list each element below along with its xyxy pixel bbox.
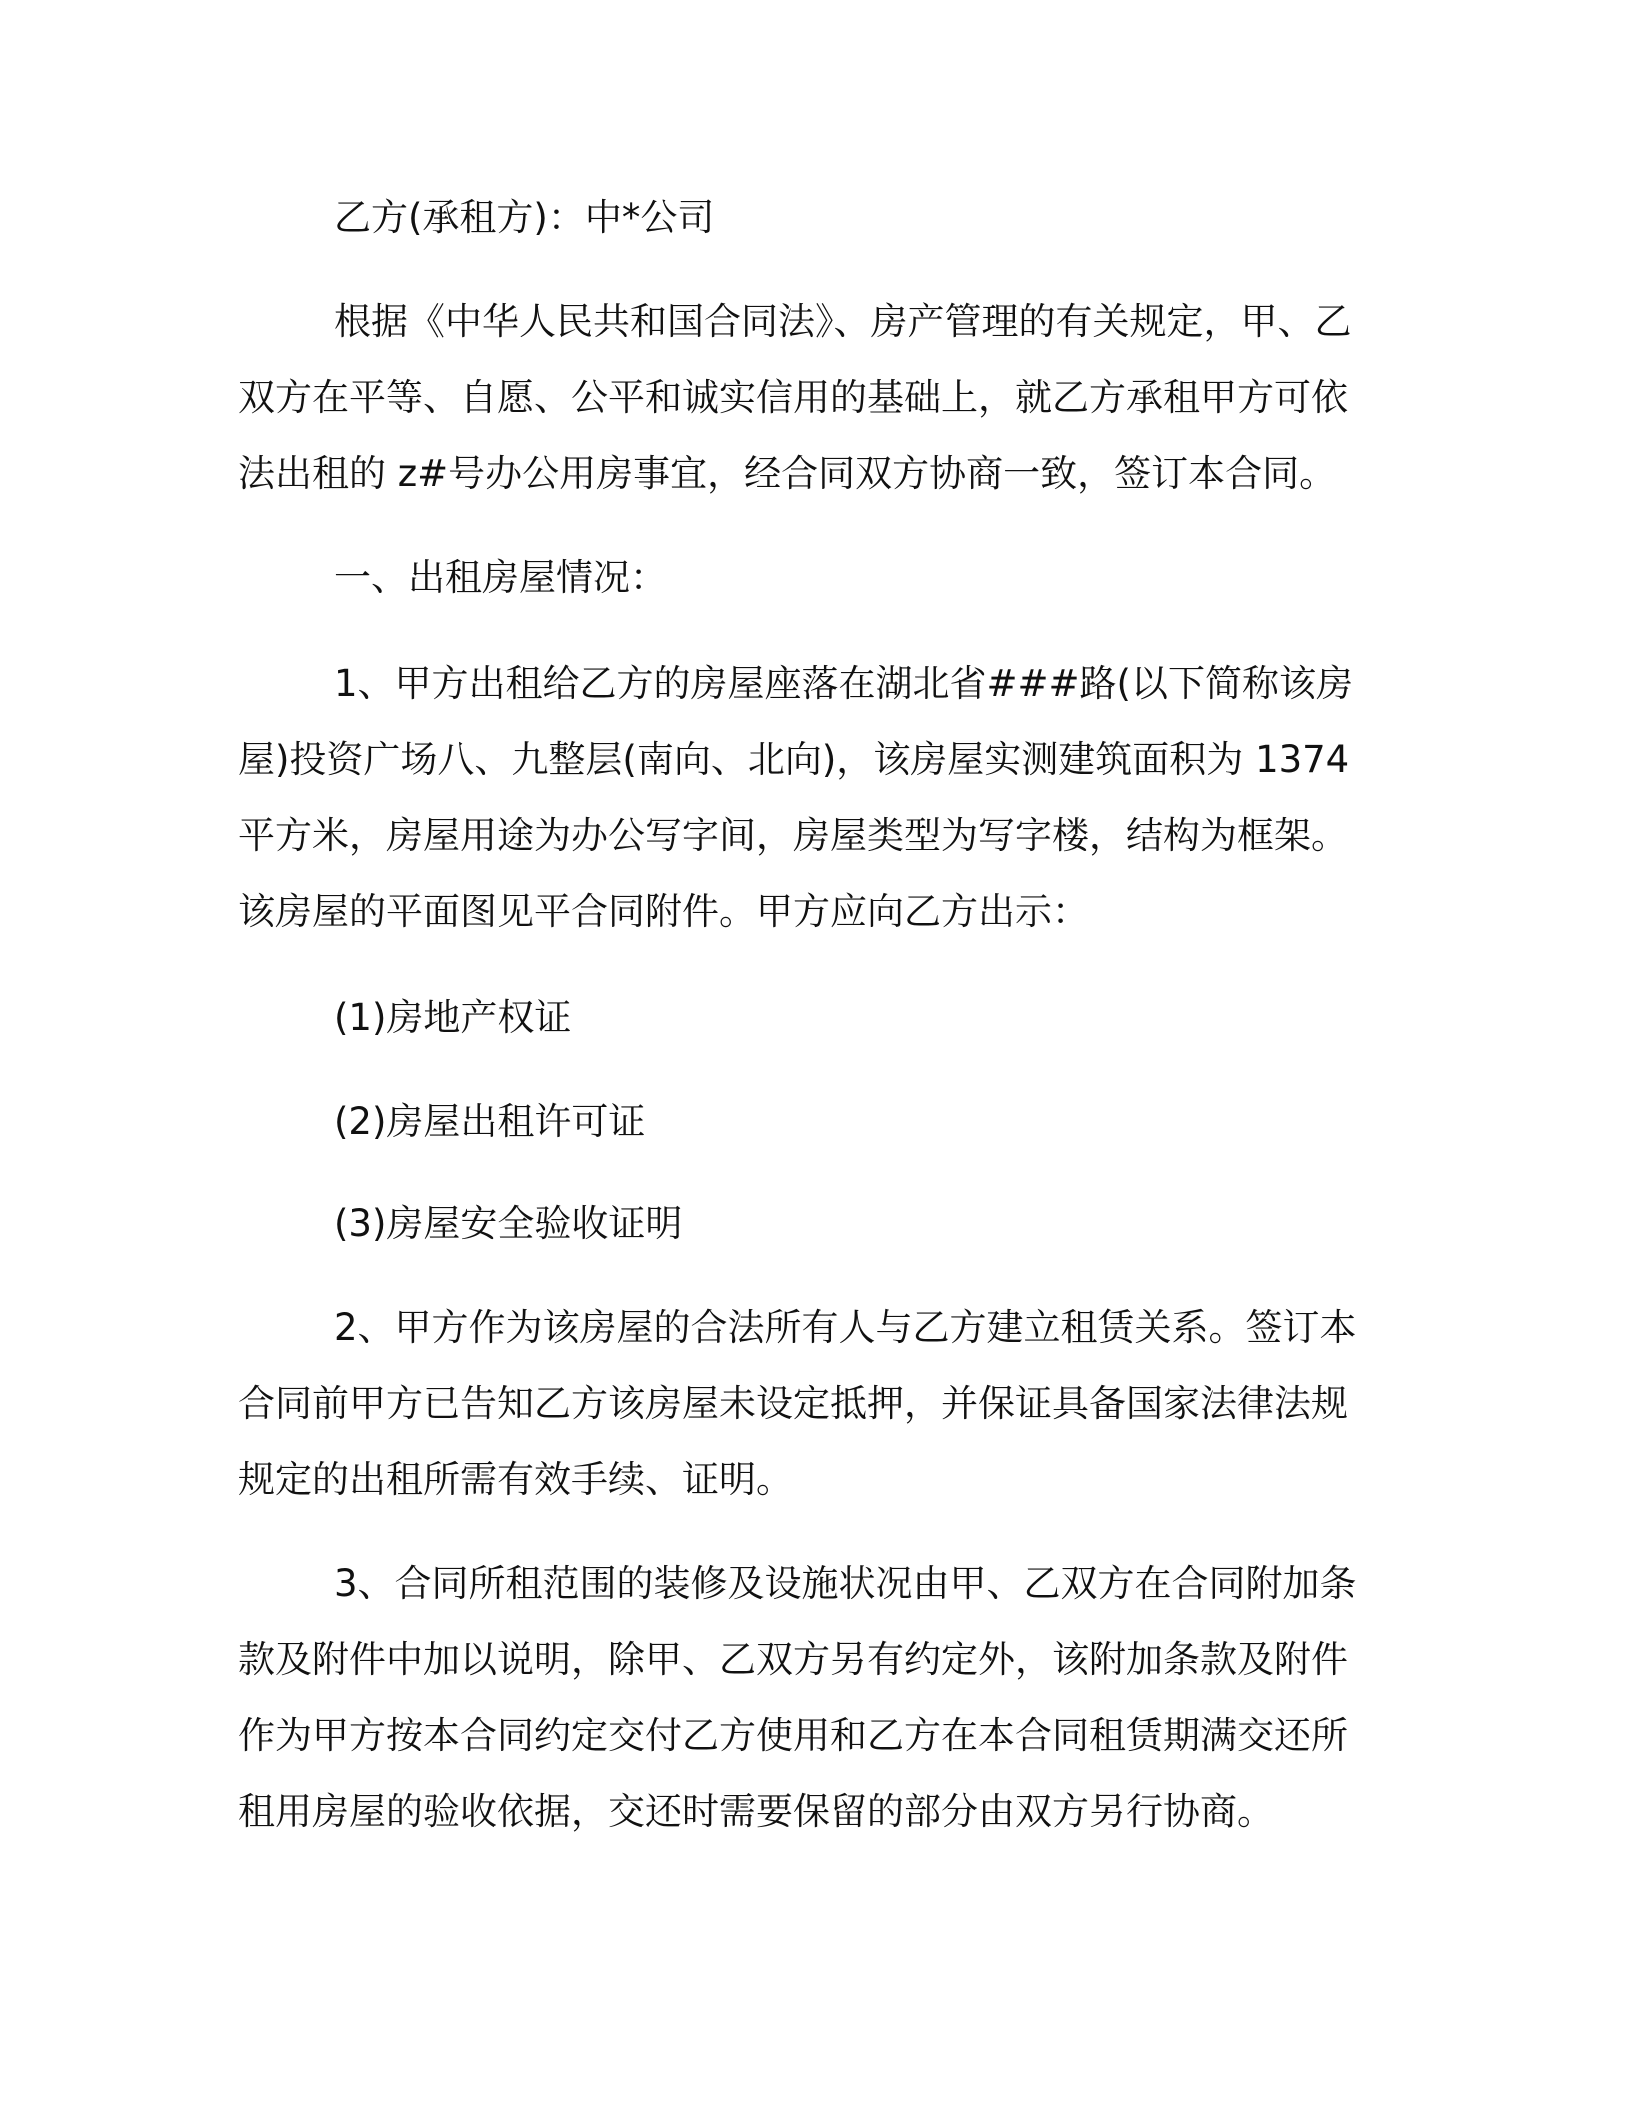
- list-item-property-certificate: (1)房地产权证: [334, 996, 572, 1039]
- lessee-line: 乙方(承租方)：中*公司: [334, 196, 715, 239]
- preamble-paragraph: 根据《中华人民共和国合同法》、房产管理的有关规定，甲、乙双方在平等、自愿、公平和诚实信用的基础上，就乙方承租甲方可依法出租的 z#号办公用房事宜，经合同双方协商一致，签订本合同。: [238, 300, 1352, 495]
- document-page: [238, 0, 1368, 2112]
- list-item-rental-permit: (2)房屋出租许可证: [334, 1100, 646, 1143]
- clause-1-paragraph: 1、甲方出租给乙方的房屋座落在湖北省###路(以下简称该房屋)投资广场八、九整层(南向、北向)，该房屋实测建筑面积为 1374 平方米，房屋用途为办公写字间，房屋类型为写字楼，结构为框架。该房屋的平面图见平合同附件。甲方应向乙方出示：: [238, 662, 1353, 933]
- clause-3-paragraph: 3、合同所租范围的装修及设施状况由甲、乙双方在合同附加条款及附件中加以说明，除甲、乙双方另有约定外，该附加条款及附件作为甲方按本合同约定交付乙方使用和乙方在本合同租赁期满交还所租用房屋的验收依据，交还时需要保留的部分由双方另行协商。: [238, 1562, 1357, 1833]
- section-heading: 一、出租房屋情况：: [334, 556, 667, 599]
- clause-2-paragraph: 2、甲方作为该房屋的合法所有人与乙方建立租赁关系。签订本合同前甲方已告知乙方该房屋未设定抵押，并保证具备国家法律法规规定的出租所需有效手续、证明。: [238, 1306, 1357, 1501]
- list-item-safety-certificate: (3)房屋安全验收证明: [334, 1202, 683, 1245]
